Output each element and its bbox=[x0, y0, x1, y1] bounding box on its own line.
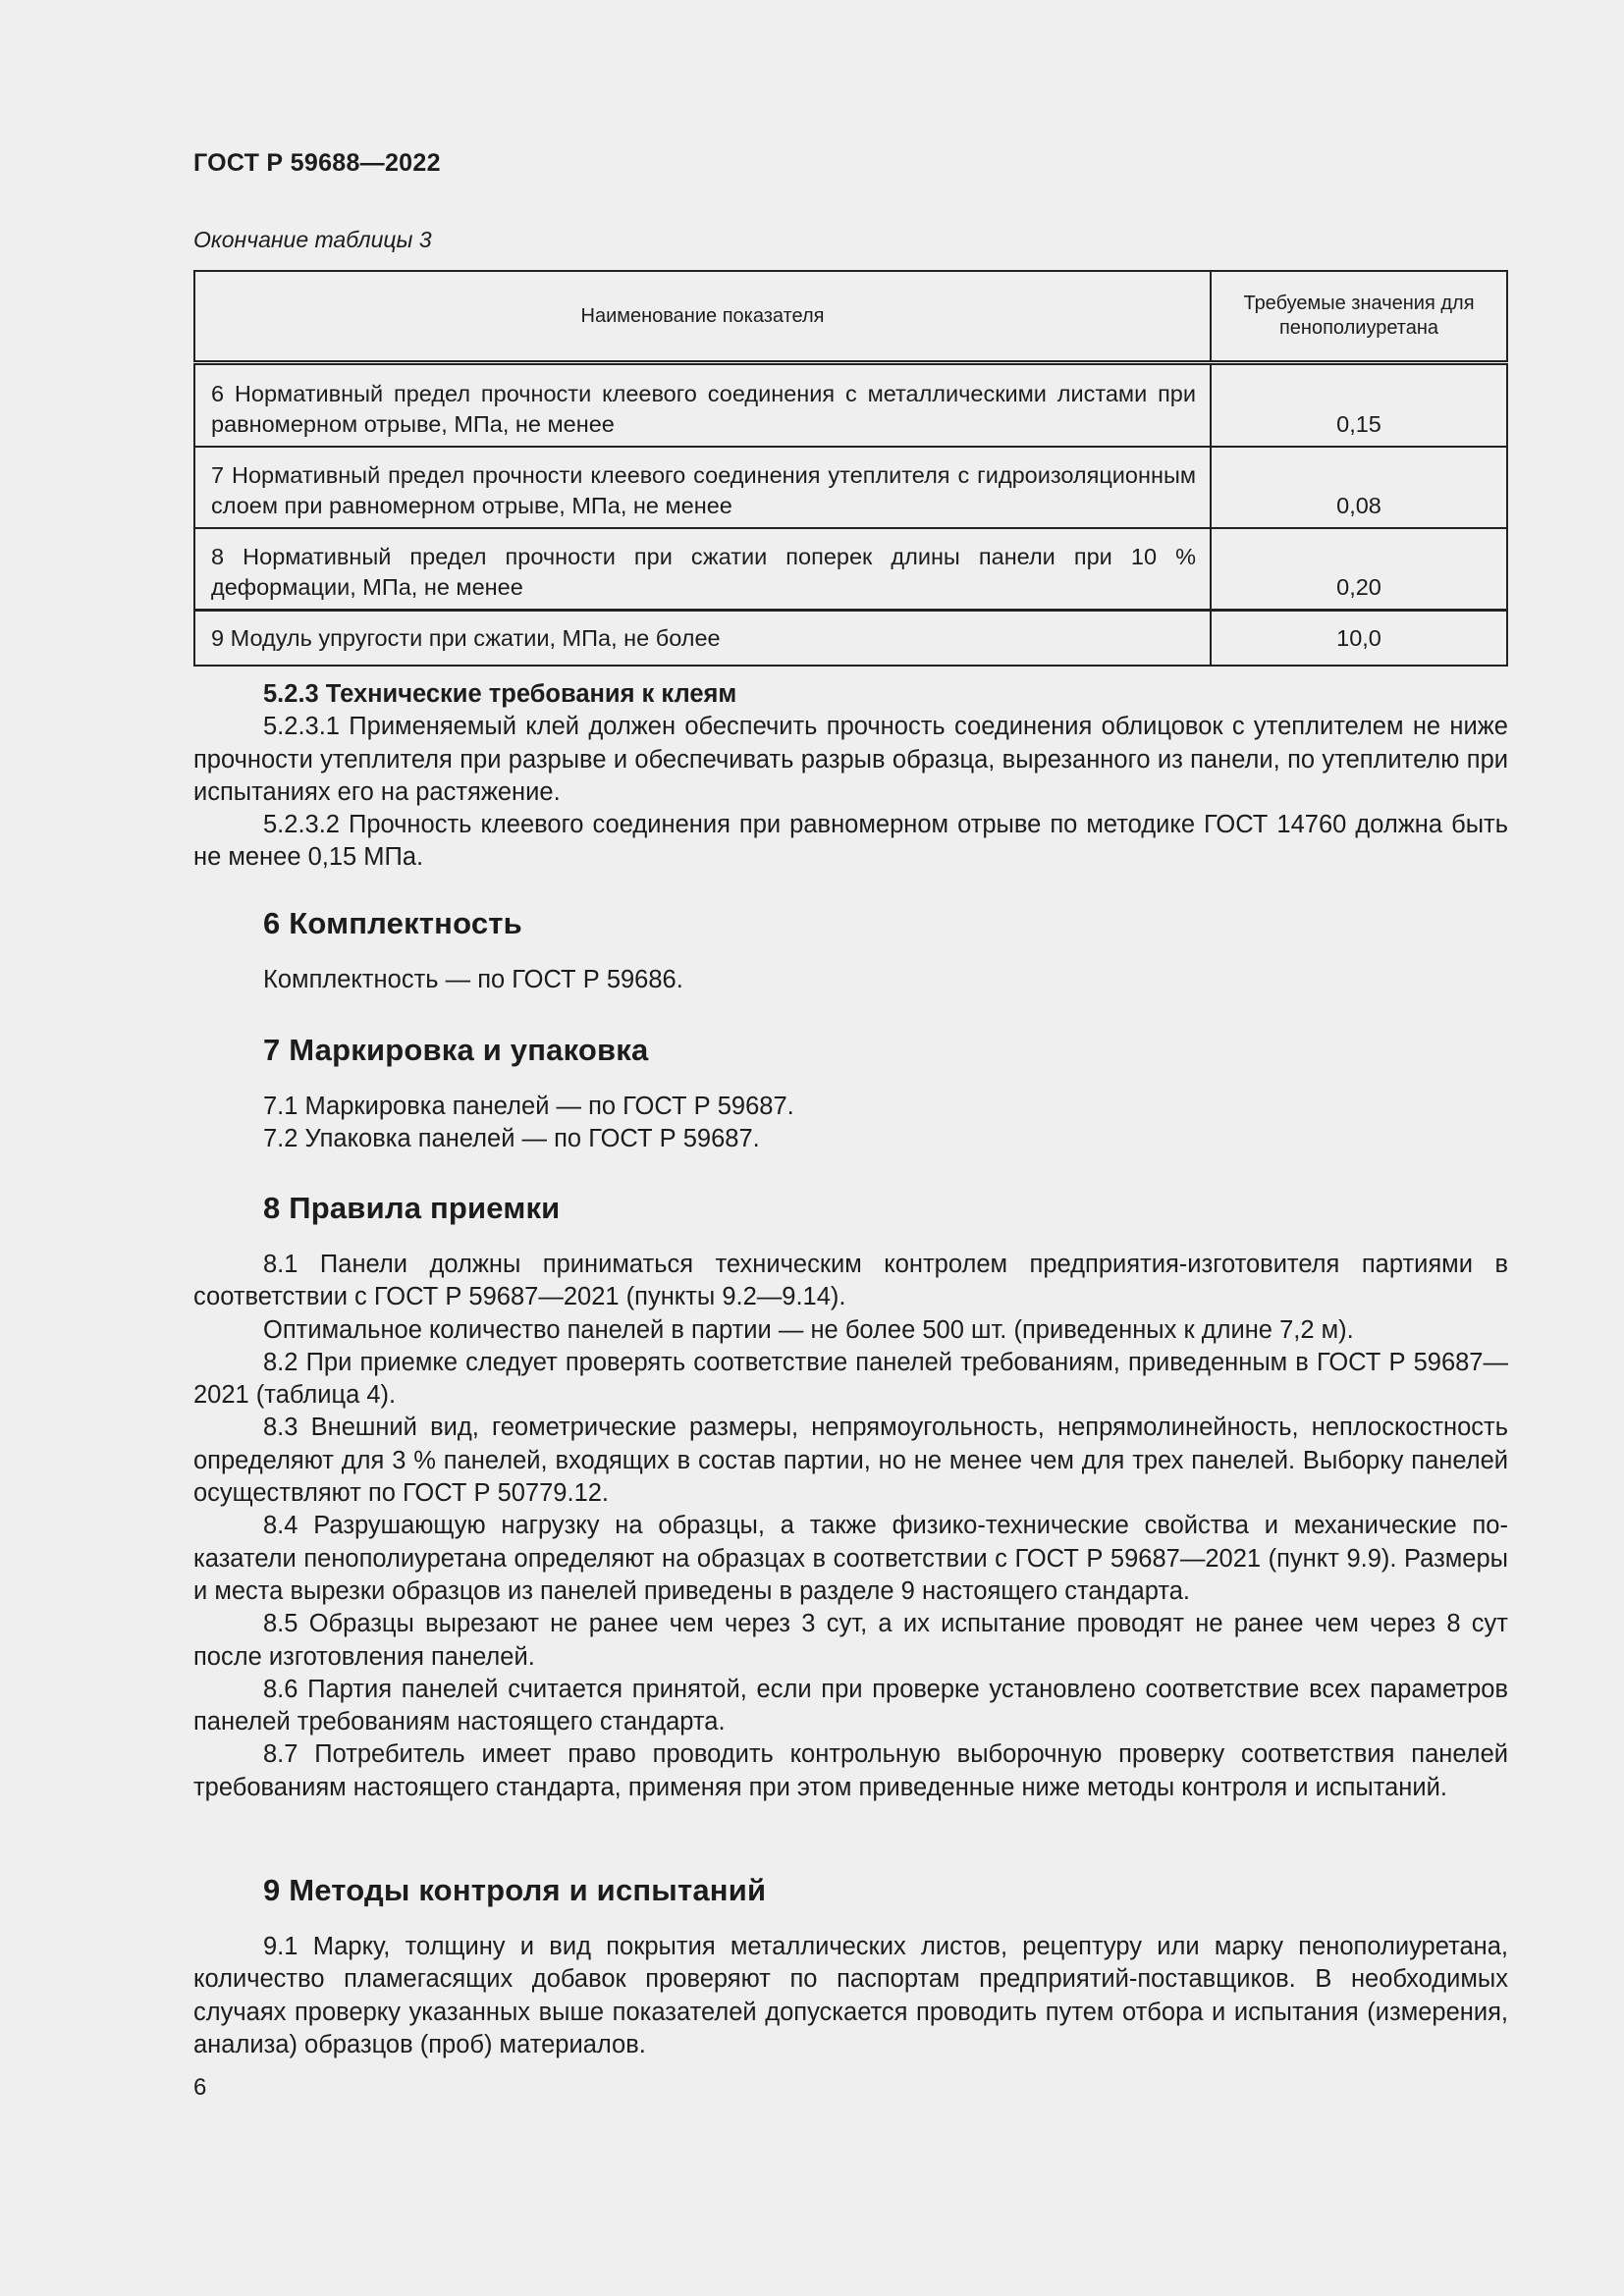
section-7 bbox=[193, 1031, 1508, 1156]
section-heading: 9 Методы контроля и испытаний bbox=[263, 1873, 767, 1907]
paragraph: Комплектность — по ГОСТ Р 59686. bbox=[263, 966, 683, 993]
table-row bbox=[194, 528, 1507, 611]
page-number: 6 bbox=[193, 2074, 207, 2101]
document-id: ГОСТ Р 59688—2022 bbox=[193, 149, 441, 177]
paragraph: Оптимальное количество панелей в партии — не более 500 шт. (приведенных к длине 7,2 м). bbox=[263, 1315, 1354, 1344]
paragraph: 8.3 Внешний вид, геометрические размеры, непрямоугольность, непрямолинейность, неплоскостность определяют для 3 % панелей, входящих в состав партии, но не менее чем для трех панелей. Выборку панелей осуществляют по ГОСТ Р 50779.12. bbox=[193, 1414, 1508, 1508]
paragraph: 8.1 Панели должны приниматься техническим контролем предприятия-изготовителя партиями в соответствии с ГОСТ Р 59687—2021 (пункты 9.2—9.14). bbox=[193, 1251, 1508, 1311]
subsection-title: 5.2.3 Технические требования к клеям bbox=[263, 680, 737, 708]
row-name: 6 Нормативный предел прочности клеевого соединения с металлическими листами при равномерном отрыве, МПа, не менее bbox=[194, 363, 1211, 448]
table-caption: Окончание таблицы 3 bbox=[193, 227, 432, 252]
paragraph: 8.2 При приемке следует проверять соответствие панелей требованиям, приведенным в ГОСТ Р 59687—2021 (таблица 4). bbox=[193, 1348, 1508, 1410]
table-3 bbox=[193, 270, 1508, 667]
column-header-value: Требуемые значения для пенополиуретана bbox=[1211, 271, 1507, 363]
row-name: 8 Нормативный предел прочности при сжатии поперек длины панели при 10 % деформации, МПа, не менее bbox=[194, 528, 1211, 611]
paragraph: 8.7 Потребитель имеет право проводить контрольную выборочную проверку соответствия панелей требованиям настоящего стандарта, применяя при этом приведенные ниже методы контроля и испытаний. bbox=[193, 1740, 1508, 1801]
table-row bbox=[194, 447, 1507, 528]
paragraph: 8.4 Разрушающую нагрузку на образцы, а также физико-технические свойства и механические показатели пенополиуретана определяют на образцах в соответствии с ГОСТ Р 59687—2021 (пункт 9.9). Размеры и места вырезки образцов из панелей приведены в разделе 9 настоящего стандарта. bbox=[193, 1512, 1508, 1605]
section-heading: 8 Правила приемки bbox=[263, 1191, 561, 1225]
row-value: 0,08 bbox=[1211, 447, 1507, 528]
paragraph: 7.2 Упаковка панелей — по ГОСТ Р 59687. bbox=[263, 1125, 760, 1153]
paragraph: 5.2.3.1 Применяемый клей должен обеспечить прочность соединения облицовок с утеплителем не ниже прочности утеплителя при разрыве и обеспечивать разрыв образца, вырезанного из панели, по утеплителю при испытаниях его на растяжение. bbox=[193, 713, 1508, 806]
row-name: 7 Нормативный предел прочности клеевого соединения утеплителя с гидроизоляционным слоем при равномерном отрыве, МПа, не менее bbox=[194, 447, 1211, 528]
row-value: 10,0 bbox=[1211, 611, 1507, 667]
paragraph: 8.5 Образцы вырезают не ранее чем через 3 сут, а их испытание проводят не ранее чем через 8 сут после изготовления панелей. bbox=[193, 1610, 1508, 1671]
table-header-row bbox=[194, 271, 1507, 363]
section-8 bbox=[193, 1189, 1508, 1804]
paragraph: 8.6 Партия панелей считается принятой, если при проверке установлено соответствие всех параметров панелей требованиям настоящего стандарта. bbox=[193, 1675, 1508, 1736]
section-6 bbox=[193, 904, 1508, 996]
paragraph: 9.1 Марку, толщину и вид покрытия металлических листов, рецептуру или марку пенополиуретана, количество пламегасящих добавок проверяют по паспортам предприятий-поставщиков. В необходимых случаях проверку указанных выше показателей допускается проводить путем отбора и испытания (измерения, анализа) образцов (проб) материалов. bbox=[193, 1933, 1508, 2058]
column-header-name: Наименование показателя bbox=[194, 271, 1211, 363]
paragraph: 7.1 Маркировка панелей — по ГОСТ Р 59687. bbox=[263, 1093, 794, 1120]
paragraph: 5.2.3.2 Прочность клеевого соединения при равномерном отрыве по методике ГОСТ 14760 должна быть не менее 0,15 МПа. bbox=[193, 811, 1508, 872]
section-9 bbox=[193, 1871, 1508, 2061]
section-5-2-3 bbox=[193, 678, 1508, 875]
section-heading: 6 Комплектность bbox=[263, 906, 522, 940]
row-value: 0,20 bbox=[1211, 528, 1507, 611]
row-value: 0,15 bbox=[1211, 363, 1507, 448]
section-heading: 7 Маркировка и упаковка bbox=[263, 1033, 649, 1067]
row-name: 9 Модуль упругости при сжатии, МПа, не более bbox=[194, 611, 1211, 667]
table-row bbox=[194, 611, 1507, 667]
table-row bbox=[194, 363, 1507, 448]
